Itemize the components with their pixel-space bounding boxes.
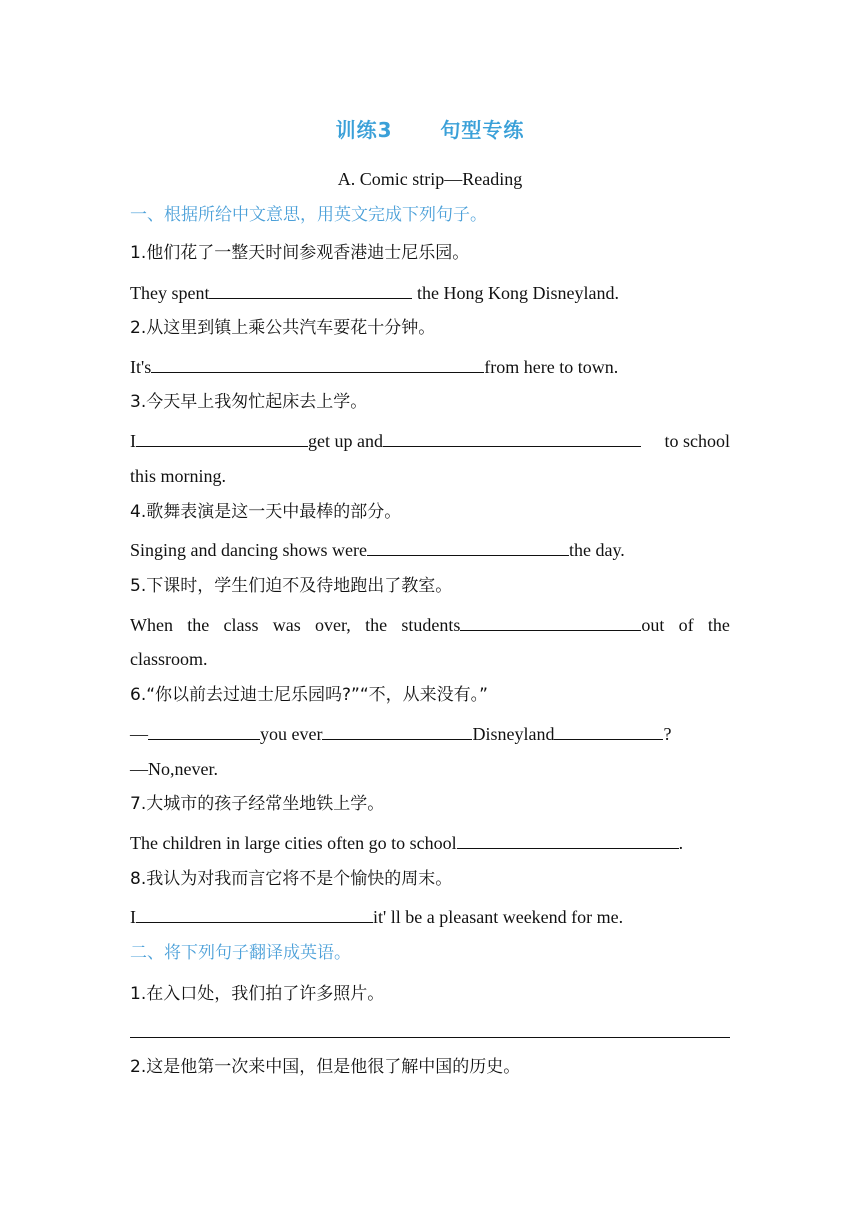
question-7-english bbox=[130, 832, 730, 854]
question-6-text-c: Disneyland bbox=[472, 724, 555, 744]
question-5-word: When bbox=[130, 615, 173, 635]
question-6-blank-3[interactable] bbox=[554, 723, 663, 740]
question-8-chinese: 8.我认为对我而言它将不是个愉快的周末。 bbox=[130, 869, 453, 889]
translation-1-chinese: 1.在入口处，我们拍了许多照片。 bbox=[130, 984, 385, 1004]
question-6-chinese: 6.“你以前去过迪士尼乐园吗?”“不，从来没有。” bbox=[130, 685, 488, 705]
question-6-blank-2[interactable] bbox=[322, 723, 472, 740]
question-7-text-b: . bbox=[678, 833, 684, 853]
section-heading-2: 二、将下列句子翻译成英语。 bbox=[130, 943, 351, 963]
question-3-blank-1[interactable] bbox=[136, 430, 308, 447]
question-1-english bbox=[130, 282, 730, 304]
question-2-chinese: 2.从这里到镇上乘公共汽车要花十分钟。 bbox=[130, 318, 436, 338]
question-4-text-a: Singing and dancing shows were bbox=[130, 540, 367, 560]
question-1-blank[interactable] bbox=[209, 282, 412, 299]
question-5-word: over, bbox=[315, 615, 351, 635]
question-6-answer: —No,never. bbox=[130, 759, 218, 779]
question-4-text-b: the day. bbox=[568, 540, 625, 560]
question-1-text-b: the Hong Kong Disneyland. bbox=[412, 283, 619, 303]
question-3-english bbox=[130, 430, 730, 452]
question-8-text-b: it' ll be a pleasant weekend for me. bbox=[373, 907, 624, 927]
question-8-english bbox=[130, 906, 730, 928]
section-subtitle: A. Comic strip—Reading bbox=[337, 169, 523, 189]
question-6-blank-1[interactable] bbox=[148, 723, 260, 740]
question-6-text-d: ? bbox=[663, 724, 672, 744]
translation-2-chinese: 2.这是他第一次来中国，但是他很了解中国的历史。 bbox=[130, 1057, 521, 1077]
question-2-text-b: from here to town. bbox=[484, 357, 619, 377]
question-6-text-a: — bbox=[130, 724, 148, 744]
question-8-blank[interactable] bbox=[136, 906, 373, 923]
question-5-word: out bbox=[641, 615, 665, 635]
question-3-text-a: I bbox=[130, 431, 136, 451]
question-3-continued: this morning. bbox=[130, 466, 227, 486]
question-6-text-b: you ever bbox=[260, 724, 323, 744]
question-1-chinese: 1.他们花了一整天时间参观香港迪士尼乐园。 bbox=[130, 243, 470, 263]
question-7-text-a: The children in large cities often go to school bbox=[130, 833, 457, 853]
question-4-blank[interactable] bbox=[367, 539, 569, 556]
question-4-chinese: 4.歌舞表演是这一天中最棒的部分。 bbox=[130, 502, 402, 522]
question-5-word: was bbox=[272, 615, 301, 635]
question-5-chinese: 5.下课时，学生们迫不及待地跑出了教室。 bbox=[130, 576, 453, 596]
page-title: 训练3 句型专练 bbox=[335, 118, 525, 142]
question-2-blank[interactable] bbox=[151, 356, 484, 373]
question-3-chinese: 3.今天早上我匆忙起床去上学。 bbox=[130, 392, 368, 412]
question-5-word: class bbox=[223, 615, 259, 635]
question-5-english bbox=[130, 614, 730, 636]
question-7-blank[interactable] bbox=[457, 832, 679, 849]
question-5-blank[interactable] bbox=[460, 614, 641, 631]
question-5-word: of bbox=[678, 615, 694, 635]
question-3-text-b: get up and bbox=[308, 431, 383, 451]
question-5-word: the bbox=[707, 615, 730, 635]
question-5-word: the bbox=[365, 615, 388, 635]
question-5-continued: classroom. bbox=[130, 649, 208, 669]
question-8-text-a: I bbox=[130, 907, 136, 927]
question-3-text-c: to school bbox=[664, 431, 730, 451]
section-heading-1: 一、根据所给中文意思，用英文完成下列句子。 bbox=[130, 205, 487, 225]
question-4-english bbox=[130, 539, 730, 561]
question-7-chinese: 7.大城市的孩子经常坐地铁上学。 bbox=[130, 794, 385, 814]
question-6-english bbox=[130, 723, 730, 745]
question-5-word: students bbox=[401, 615, 461, 635]
question-2-english bbox=[130, 356, 730, 378]
question-2-text-a: It's bbox=[130, 357, 152, 377]
question-5-word: the bbox=[187, 615, 210, 635]
translation-1-answer-line[interactable] bbox=[130, 1037, 730, 1038]
question-3-blank-2[interactable] bbox=[383, 430, 641, 447]
question-1-text-a: They spent bbox=[130, 283, 210, 303]
